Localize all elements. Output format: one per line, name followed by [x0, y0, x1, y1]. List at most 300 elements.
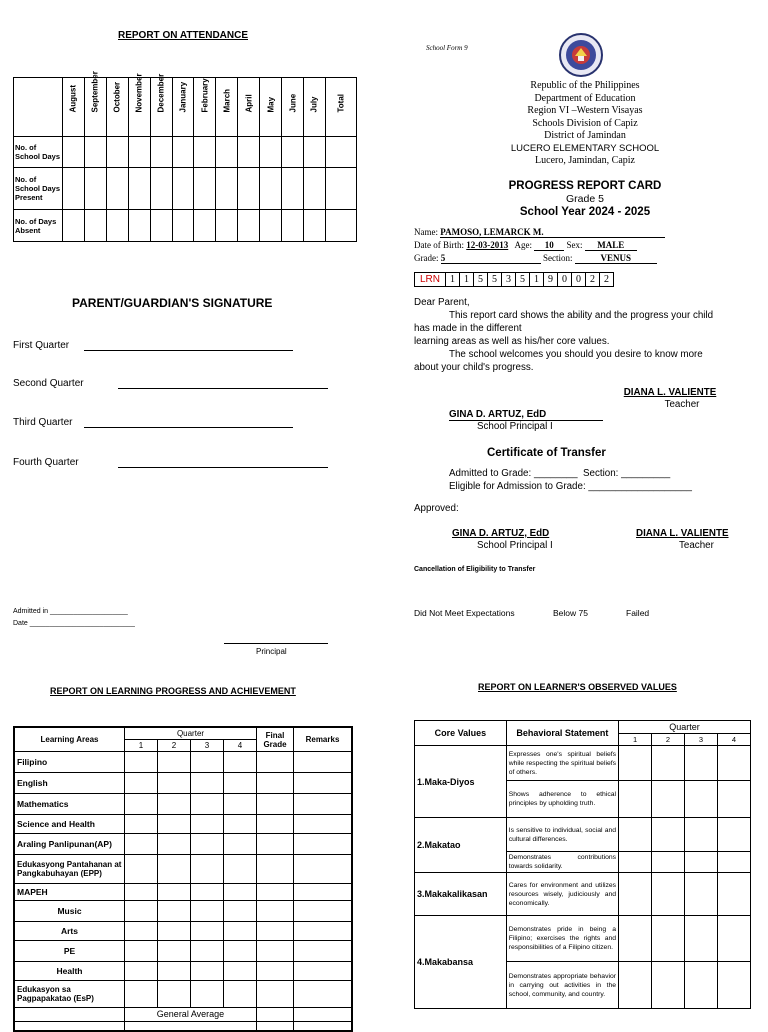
behavioral-statement: Is sensitive to individual, social and cultural differences. — [506, 818, 618, 852]
quarter-number: 3 — [191, 740, 224, 752]
remarks-cell[interactable] — [294, 752, 353, 773]
month-header — [216, 78, 238, 137]
attendance-cell[interactable] — [216, 137, 238, 168]
value-rating-cell[interactable] — [684, 818, 717, 852]
attendance-cell[interactable] — [194, 137, 216, 168]
value-rating-cell[interactable] — [717, 873, 750, 916]
transfer-title: Certificate of Transfer — [487, 447, 606, 459]
attendance-cell[interactable] — [172, 168, 194, 210]
lrn-digit: 1 — [530, 273, 544, 287]
letter-greeting: Dear Parent, — [414, 297, 470, 308]
final-grade-cell[interactable] — [257, 834, 294, 855]
attendance-row-label: No. of Days Absent — [14, 210, 63, 242]
signature-title: PARENT/GUARDIAN'S SIGNATURE — [72, 296, 273, 310]
value-rating-cell[interactable] — [717, 852, 750, 873]
attendance-cell[interactable] — [150, 168, 172, 210]
grade-row — [414, 253, 657, 264]
final-grade-cell[interactable] — [257, 752, 294, 773]
month-header — [63, 78, 85, 137]
quarter-label: First Quarter — [13, 340, 70, 351]
value-rating-cell[interactable] — [652, 962, 685, 1009]
month-label: February — [200, 77, 210, 112]
lrn-digit: 9 — [544, 273, 558, 287]
col-final-grade: Final Grade — [257, 727, 294, 752]
letter-line: This report card shows the ability and the progress your child — [449, 310, 714, 321]
learning-area-label: Mathematics — [14, 794, 125, 815]
attendance-cell[interactable] — [303, 210, 325, 242]
remarks-cell[interactable] — [294, 901, 353, 922]
attendance-cell[interactable] — [128, 210, 150, 242]
month-header — [106, 78, 128, 137]
learning-area-label: Araling Panlipunan(AP) — [14, 834, 125, 855]
learning-area-label: Science and Health — [14, 815, 125, 834]
lrn-digit: 5 — [488, 273, 502, 287]
attendance-cell[interactable] — [282, 210, 304, 242]
signature-line[interactable] — [118, 467, 328, 468]
value-rating-cell[interactable] — [619, 916, 652, 962]
student-age[interactable]: 10 — [534, 240, 564, 251]
month-header — [84, 70, 106, 137]
grade-cell[interactable] — [158, 922, 191, 941]
learning-area-label: Health — [14, 962, 125, 981]
final-grade-cell[interactable] — [257, 962, 294, 981]
value-rating-cell[interactable] — [684, 852, 717, 873]
report-card-title: PROGRESS REPORT CARD — [508, 180, 662, 192]
remarks-cell[interactable] — [294, 922, 353, 941]
remarks-cell[interactable] — [294, 962, 353, 981]
value-rating-cell[interactable] — [717, 916, 750, 962]
value-rating-cell[interactable] — [717, 818, 750, 852]
attendance-cell[interactable] — [84, 210, 106, 242]
month-label: January — [178, 81, 188, 112]
value-rating-cell[interactable] — [684, 746, 717, 781]
grade-cell[interactable] — [191, 981, 224, 1008]
section-label: Section: — [543, 253, 573, 263]
grade-cell[interactable] — [158, 815, 191, 834]
learning-header-row — [14, 727, 352, 740]
attendance-cell[interactable] — [63, 137, 85, 168]
month-header — [303, 78, 325, 137]
name-row — [414, 227, 665, 238]
attendance-cell[interactable] — [150, 210, 172, 242]
value-rating-cell[interactable] — [652, 916, 685, 962]
grade-cell[interactable] — [125, 752, 158, 773]
principal-line[interactable] — [224, 643, 328, 644]
quarter-number: 3 — [684, 734, 717, 746]
attendance-cell[interactable] — [216, 210, 238, 242]
attendance-cell[interactable] — [84, 137, 106, 168]
approved-label: Approved: — [414, 503, 459, 514]
lrn-digit: 5 — [516, 273, 530, 287]
principal-title-approved: School Principal I — [477, 540, 553, 551]
grade-cell[interactable] — [158, 834, 191, 855]
attendance-cell[interactable] — [172, 210, 194, 242]
value-rating-cell[interactable] — [652, 873, 685, 916]
final-grade-cell[interactable] — [257, 901, 294, 922]
grade-label: Grade 5 — [566, 193, 604, 205]
attendance-cell[interactable] — [326, 210, 357, 242]
learning-area-label: PE — [14, 941, 125, 962]
month-label: July — [309, 95, 319, 112]
core-value-label: 3.Makakalikasan — [415, 873, 507, 916]
remarks-cell[interactable] — [294, 884, 353, 901]
grade-cell[interactable] — [191, 815, 224, 834]
final-grade-cell[interactable] — [257, 981, 294, 1008]
lrn-table — [414, 272, 614, 287]
grade-cell[interactable] — [224, 941, 257, 962]
values-row — [415, 873, 751, 916]
grade-cell[interactable] — [191, 941, 224, 962]
grade-cell[interactable] — [224, 855, 257, 884]
attendance-cell[interactable] — [194, 210, 216, 242]
grade-cell[interactable] — [125, 901, 158, 922]
learning-area-label: Arts — [14, 922, 125, 941]
grade-cell[interactable] — [224, 752, 257, 773]
grade-cell[interactable] — [158, 855, 191, 884]
remarks-cell[interactable] — [294, 834, 353, 855]
school-name: LUCERO ELEMENTARY SCHOOL — [510, 142, 660, 154]
grade-cell[interactable] — [158, 773, 191, 794]
attendance-table — [13, 70, 357, 242]
grade-cell[interactable] — [158, 884, 191, 901]
final-grade-cell[interactable] — [257, 941, 294, 962]
grade-cell[interactable] — [125, 941, 158, 962]
values-title: REPORT ON LEARNER'S OBSERVED VALUES — [478, 682, 677, 692]
header-line: Department of Education — [534, 92, 636, 104]
sex-label: Sex: — [566, 240, 583, 250]
name-label: Name: — [414, 227, 438, 237]
value-rating-cell[interactable] — [684, 873, 717, 916]
grade-cell[interactable] — [191, 901, 224, 922]
attendance-cell[interactable] — [63, 168, 85, 210]
attendance-cell[interactable] — [238, 168, 260, 210]
lrn-digit: 5 — [474, 273, 488, 287]
legend-item: Did Not Meet Expectations — [414, 608, 515, 618]
core-value-label: 4.Makabansa — [415, 916, 507, 1009]
principal-name: GINA D. ARTUZ, EdD — [449, 409, 603, 421]
col-core-values: Core Values — [415, 721, 507, 746]
lrn-digit: 3 — [502, 273, 516, 287]
letter-line: about your child's progress. — [414, 362, 534, 373]
attendance-cell[interactable] — [326, 168, 357, 210]
teacher-name: DIANA L. VALIENTE — [623, 387, 717, 398]
final-grade-cell[interactable] — [257, 773, 294, 794]
values-row — [415, 818, 751, 852]
attendance-cell[interactable] — [106, 168, 128, 210]
col-quarter: Quarter — [125, 727, 257, 740]
grade-cell[interactable] — [191, 962, 224, 981]
attendance-cell[interactable] — [326, 137, 357, 168]
value-rating-cell[interactable] — [684, 916, 717, 962]
behavioral-statement: Cares for environment and utilizes resources wisely, judiciously and economically. — [506, 873, 618, 916]
grade-cell[interactable] — [224, 794, 257, 815]
quarter-number: 4 — [717, 734, 750, 746]
behavioral-statement: Demonstrates pride in being a Filipino; exercises the rights and responsibilities of a Filipino citizen. — [506, 916, 618, 962]
behavioral-statement: Shows adherence to ethical principles by upholding truth. — [506, 781, 618, 818]
final-grade-cell[interactable] — [257, 922, 294, 941]
value-rating-cell[interactable] — [619, 746, 652, 781]
attendance-cell[interactable] — [282, 137, 304, 168]
quarter-number: 1 — [619, 734, 652, 746]
learning-area-label: English — [14, 773, 125, 794]
grade-cell[interactable] — [125, 815, 158, 834]
attendance-cell[interactable] — [84, 168, 106, 210]
grade-cell[interactable] — [224, 815, 257, 834]
teacher-name-approved: DIANA L. VALIENTE — [636, 528, 729, 539]
grade-cell[interactable] — [224, 962, 257, 981]
grade-cell[interactable] — [158, 941, 191, 962]
grade-cell[interactable] — [191, 773, 224, 794]
quarter-number: 2 — [652, 734, 685, 746]
value-rating-cell[interactable] — [619, 852, 652, 873]
attendance-cell[interactable] — [216, 168, 238, 210]
admitted-in: Admitted in ____________________ — [13, 608, 128, 615]
grade-cell[interactable] — [125, 922, 158, 941]
remarks-cell[interactable] — [294, 941, 353, 962]
grade-cell[interactable] — [224, 922, 257, 941]
month-header — [260, 78, 282, 137]
month-label: October — [112, 81, 122, 112]
transfer-admitted: Admitted to Grade: ________ Section: _________ — [449, 468, 671, 479]
value-rating-cell[interactable] — [684, 962, 717, 1009]
month-header — [238, 78, 260, 137]
attendance-cell[interactable] — [260, 137, 282, 168]
learning-row — [14, 752, 352, 773]
month-header — [194, 78, 216, 137]
student-grade[interactable]: 5 — [441, 253, 541, 264]
grade-cell[interactable] — [158, 794, 191, 815]
attendance-cell[interactable] — [260, 210, 282, 242]
learning-area-label: Music — [14, 901, 125, 922]
lrn-label: LRN — [415, 273, 446, 287]
grade-cell[interactable] — [224, 901, 257, 922]
core-value-label: 2.Makatao — [415, 818, 507, 873]
grade-cell[interactable] — [191, 834, 224, 855]
grade-cell[interactable] — [191, 884, 224, 901]
final-grade-cell[interactable] — [257, 855, 294, 884]
transfer-eligible: Eligible for Admission to Grade: ___________________ — [449, 481, 692, 492]
student-sex[interactable]: MALE — [585, 240, 637, 251]
month-label: April — [244, 93, 254, 112]
deped-seal-icon — [556, 32, 606, 78]
col-quarter: Quarter — [619, 721, 751, 734]
grade-cell[interactable] — [125, 884, 158, 901]
grade-cell[interactable] — [125, 962, 158, 981]
values-row — [415, 746, 751, 781]
col-behavioral-statement: Behavioral Statement — [506, 721, 618, 746]
final-grade-cell[interactable] — [257, 884, 294, 901]
grade-cell[interactable] — [224, 773, 257, 794]
learning-title: REPORT ON LEARNING PROGRESS AND ACHIEVEMENT — [50, 686, 296, 696]
attendance-row — [14, 168, 357, 210]
letter-line: learning areas as well as his/her core values. — [414, 336, 610, 347]
final-grade-cell[interactable] — [257, 815, 294, 834]
letter-line: has made in the different — [414, 323, 522, 334]
attendance-cell[interactable] — [303, 168, 325, 210]
attendance-cell[interactable] — [128, 137, 150, 168]
values-table — [414, 720, 751, 1009]
attendance-header-row — [14, 78, 357, 137]
col-remarks: Remarks — [294, 727, 353, 752]
attendance-cell[interactable] — [63, 210, 85, 242]
month-header — [150, 73, 172, 137]
principal-label: Principal — [256, 647, 287, 656]
month-header — [128, 72, 150, 137]
grade-cell[interactable] — [125, 981, 158, 1008]
value-rating-cell[interactable] — [619, 962, 652, 1009]
month-header — [172, 78, 194, 137]
quarter-number: 1 — [125, 740, 158, 752]
signature-line[interactable] — [84, 427, 293, 428]
col-learning-areas: Learning Areas — [14, 727, 125, 752]
month-label: Total — [336, 93, 346, 112]
value-rating-cell[interactable] — [684, 781, 717, 818]
attendance-row-label: No. of School Days Present — [14, 168, 63, 210]
value-rating-cell[interactable] — [619, 873, 652, 916]
grade-cell[interactable] — [125, 855, 158, 884]
learning-area-label: MAPEH — [14, 884, 125, 901]
attendance-cell[interactable] — [260, 168, 282, 210]
school-year: School Year 2024 - 2025 — [519, 206, 651, 218]
month-label: May — [266, 96, 276, 112]
attendance-cell[interactable] — [128, 168, 150, 210]
month-header — [326, 78, 357, 137]
month-label: August — [68, 84, 78, 112]
lrn-digit: 0 — [572, 273, 586, 287]
attendance-cell[interactable] — [106, 210, 128, 242]
attendance-row — [14, 210, 357, 242]
lrn-digit: 0 — [558, 273, 572, 287]
blank-cell — [14, 1008, 125, 1032]
learning-row — [14, 901, 352, 922]
remarks-cell[interactable] — [294, 773, 353, 794]
general-average-row — [14, 1008, 352, 1032]
learning-row — [14, 815, 352, 834]
month-header — [282, 78, 304, 137]
attendance-cell[interactable] — [106, 137, 128, 168]
value-rating-cell[interactable] — [717, 746, 750, 781]
learning-row — [14, 794, 352, 815]
value-rating-cell[interactable] — [652, 781, 685, 818]
dob-row — [414, 240, 637, 251]
header-block — [420, 80, 750, 168]
school-address: Lucero, Jamindan, Capiz — [535, 155, 635, 166]
grade-cell[interactable] — [224, 981, 257, 1008]
student-section[interactable]: VENUS — [575, 253, 657, 264]
attendance-cell[interactable] — [282, 168, 304, 210]
month-label: June — [288, 93, 298, 112]
attendance-title: REPORT ON ATTENDANCE — [118, 30, 248, 41]
principal-title: School Principal I — [477, 421, 553, 432]
student-dob[interactable]: 12-03-2013 — [466, 240, 509, 250]
letter-line: The school welcomes you should you desire to know more — [449, 349, 703, 360]
learning-row — [14, 855, 352, 884]
learning-row — [14, 962, 352, 981]
attendance-cell[interactable] — [194, 168, 216, 210]
month-label: November — [134, 72, 144, 112]
quarter-label: Third Quarter — [13, 417, 73, 428]
learning-row — [14, 941, 352, 962]
attendance-cell[interactable] — [238, 137, 260, 168]
remarks-cell[interactable] — [294, 855, 353, 884]
remarks-cell[interactable] — [294, 981, 353, 1008]
grade-cell[interactable] — [191, 752, 224, 773]
principal-name-approved: GINA D. ARTUZ, EdD — [452, 528, 550, 539]
attendance-row-label: No. of School Days — [14, 137, 63, 168]
grade-cell[interactable] — [125, 834, 158, 855]
legend-item: Failed — [626, 608, 650, 618]
value-rating-cell[interactable] — [717, 781, 750, 818]
value-rating-cell[interactable] — [619, 818, 652, 852]
teacher-title-approved: Teacher — [679, 540, 714, 551]
attendance-cell[interactable] — [303, 137, 325, 168]
lrn-digit: 2 — [600, 273, 614, 287]
signature-line[interactable] — [118, 388, 328, 389]
grade-cell[interactable] — [191, 855, 224, 884]
behavioral-statement: Demonstrates appropriate behavior in carrying out activities in the school, community, and country. — [506, 962, 618, 1009]
grade-cell[interactable] — [125, 794, 158, 815]
remarks-cell[interactable] — [294, 794, 353, 815]
grade-cell[interactable] — [224, 884, 257, 901]
value-rating-cell[interactable] — [652, 818, 685, 852]
final-grade-cell[interactable] — [257, 794, 294, 815]
grade-cell[interactable] — [158, 901, 191, 922]
value-rating-cell[interactable] — [717, 962, 750, 1009]
value-rating-cell[interactable] — [652, 852, 685, 873]
learning-area-label: Edukasyong Pantahanan at Pangkabuhayan (EPP) — [14, 855, 125, 884]
attendance-cell[interactable] — [150, 137, 172, 168]
attendance-cell[interactable] — [172, 137, 194, 168]
grade-cell[interactable] — [224, 834, 257, 855]
cancel-label: Cancellation of Eligibility to Transfer — [414, 566, 536, 573]
blank-cell — [294, 1008, 353, 1032]
grade-cell[interactable] — [125, 773, 158, 794]
general-average-cell[interactable] — [257, 1008, 294, 1032]
quarter-number: 2 — [158, 740, 191, 752]
legend-item: Below 75 — [553, 608, 588, 618]
student-name[interactable]: PAMOSO, LEMARCK M. — [440, 227, 665, 238]
lrn-digit: 1 — [446, 273, 460, 287]
header-line: Schools Division of Capiz — [532, 117, 638, 129]
quarter-number: 4 — [224, 740, 257, 752]
admitted-date: Date ___________________________ — [13, 620, 135, 627]
grade-cell[interactable] — [158, 962, 191, 981]
learning-row — [14, 884, 352, 901]
core-value-label: 1.Maka-Diyos — [415, 746, 507, 818]
letter-block — [414, 296, 750, 374]
signature-line[interactable] — [84, 350, 293, 351]
bottom-line — [13, 1021, 351, 1022]
remarks-cell[interactable] — [294, 815, 353, 834]
attendance-corner — [14, 78, 63, 137]
values-header-row — [415, 721, 751, 734]
grade-cell[interactable] — [158, 981, 191, 1008]
grade-cell[interactable] — [158, 752, 191, 773]
learning-row — [14, 981, 352, 1008]
attendance-cell[interactable] — [238, 210, 260, 242]
value-rating-cell[interactable] — [619, 781, 652, 818]
grade-cell[interactable] — [191, 922, 224, 941]
grade-cell[interactable] — [191, 794, 224, 815]
age-label: Age: — [514, 240, 532, 250]
lrn-digit: 1 — [460, 273, 474, 287]
general-average-label: General Average — [125, 1008, 257, 1032]
teacher-title: Teacher — [664, 399, 700, 410]
lrn-digit: 2 — [586, 273, 600, 287]
value-rating-cell[interactable] — [652, 746, 685, 781]
behavioral-statement: Demonstrates contributions towards solidarity. — [506, 852, 618, 873]
header-line: District of Jamindan — [544, 130, 626, 141]
